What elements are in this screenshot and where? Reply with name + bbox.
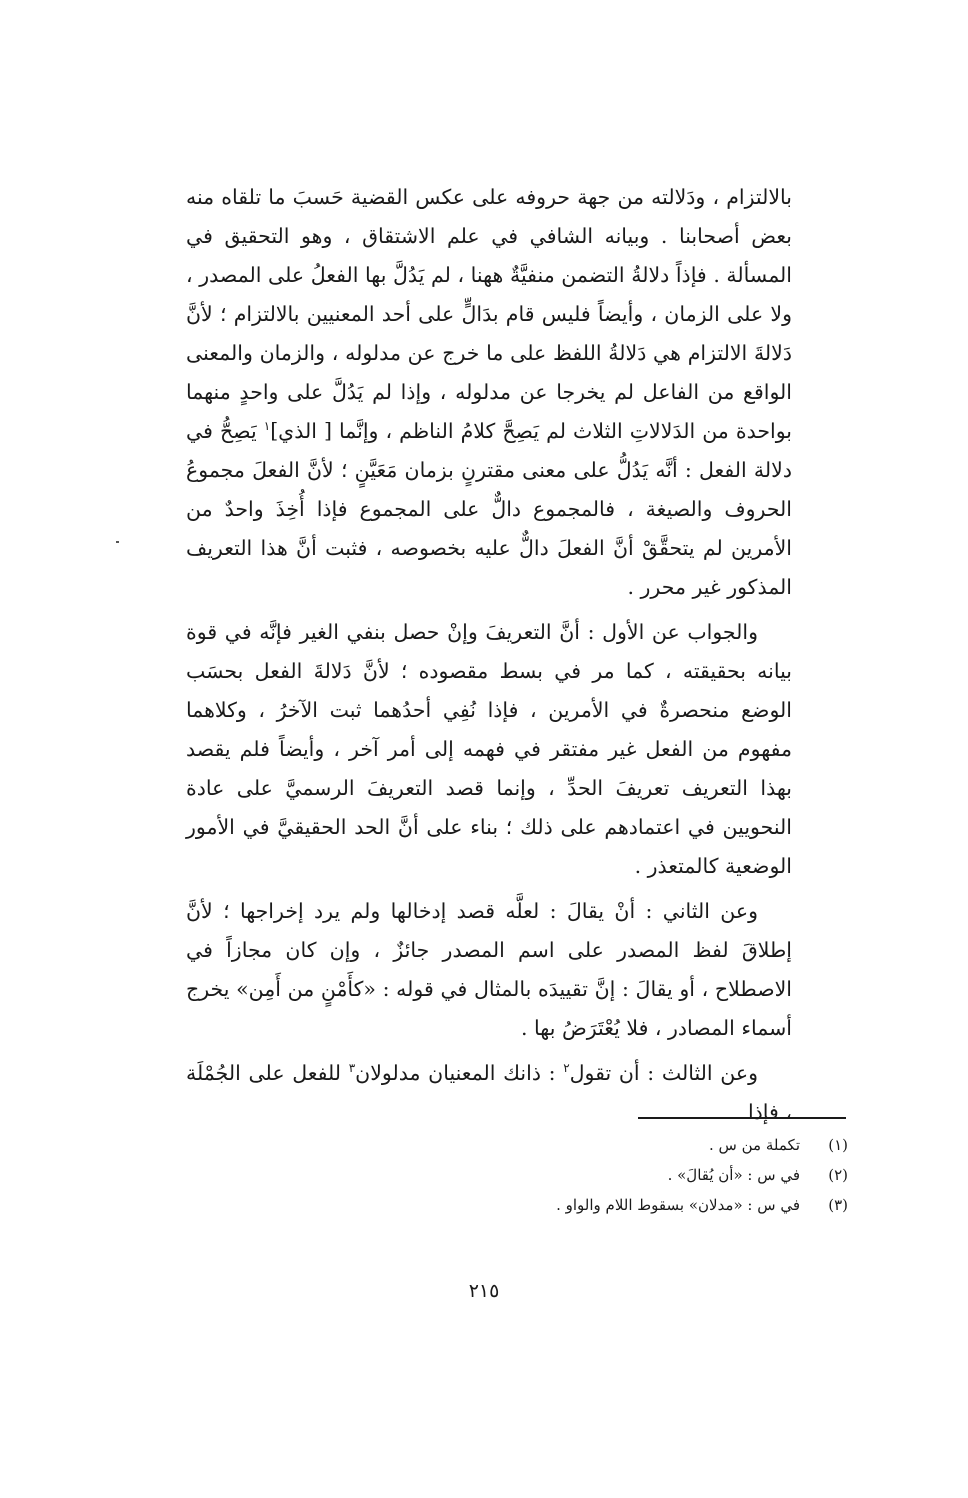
footnote-text: في س : «مدلان» بسقوط اللام والواو . bbox=[556, 1196, 800, 1214]
footnote-number: (٢) bbox=[828, 1166, 848, 1184]
footnote-reference: ٢ bbox=[563, 1061, 570, 1076]
footnote bbox=[428, 1130, 848, 1160]
paragraph-text: بالالتزام ، ودَلالته من جهة حروفه على عكس القضية حَسبَ ما تلقاه منه بعض أصحابنا . وبيانه الشافي في علم الاشتقاق ، وهو التحقيق في المسألة . فإذاً دلالةُ التضمن منفيَّةٌ ههنا ، لم يَدُلَّ بها الفعلُ على المصدر ، ولا على الزمان ، وأيضاً فليس قام بدَالٍّ على أحد المعنيين بالالتزام ؛ لأنَّ دَلالةَ الالتزام هي دَلالةُ اللفظ على ما خرج عن مدلوله ، والزمان والمعنى الواقع من الفاعل لم يخرجا عن مدلوله ، وإذا لم يَدُلَّ على واحدٍ منهما بواحدة من الدَلالاتِ الثلاث لم يَصِحَّ كلامُ الناظم ، وإنَّما [ الذي] bbox=[186, 185, 793, 443]
body-paragraph bbox=[186, 1054, 792, 1132]
paragraph-text: وعن الثالث : أن تقول bbox=[569, 1061, 758, 1085]
body-paragraph bbox=[186, 613, 792, 886]
footnote-reference: ٣ bbox=[348, 1061, 356, 1076]
paragraph-text: والجواب عن الأول : أنَّ التعريفَ وإنْ حصل بنفي الغير فإنَّه في قوة بيانه بحقيقته ، كما مر في بسط مقصوده ؛ لأنَّ دَلالةَ الفعل بحسَب الوضع منحصرةٌ في الأمرين ، فإذا نُفِي أحدُهما ثبت الآخرُ ، وكلاهما مفهوم من الفعل غير مفتقر في فهمه إلى أمر آخر ، وأيضاً فلم يقصد بهذا التعريف تعريفَ الحدِّ ، وإنما قصد التعريفَ الرسميَّ على عادة النحويين في اعتمادهم على ذلك ؛ بناء على أنَّ الحد الحقيقيَّ في الأمور الوضعية كالمتعذر . bbox=[186, 620, 792, 878]
paragraph-text: يَصِحُّ في دلالة الفعل : أنَّه يَدُلُّ على معنى مقترنٍ بزمان مَعَيَّنٍ ؛ لأنَّ الفعلَ مجموعُ الحروف والصيغة ، فالمجموع دالٌّ على المجموع فإذا أُخِذَ واحدٌ من الأمرين لم يتحقَّقْ أنَّ الفعلَ دالٌّ عليه بخصوصه ، فثبت أنَّ هذا التعريف المذكور غير محرر . bbox=[186, 419, 792, 599]
margin-mark bbox=[116, 541, 119, 543]
main-text bbox=[186, 178, 792, 1132]
footnote-separator bbox=[638, 1117, 846, 1119]
paragraph-text: للفعل على الجُمْلَة ، فإذا bbox=[186, 1061, 792, 1124]
footnote-number: (٣) bbox=[828, 1196, 848, 1214]
body-paragraph bbox=[186, 178, 792, 607]
footnote-reference: ١ bbox=[263, 419, 271, 434]
page-number: ٢١٥ bbox=[468, 1280, 500, 1302]
footnote bbox=[428, 1190, 848, 1220]
paragraph-text: : ذانك المعنيان مدلولان bbox=[355, 1061, 564, 1085]
footnote-text: في س : «أن يُقالَ» . bbox=[667, 1166, 800, 1184]
footnote bbox=[428, 1160, 848, 1190]
body-paragraph bbox=[186, 892, 792, 1048]
footnote-number: (١) bbox=[828, 1136, 848, 1154]
footnote-text: تكملة من س . bbox=[709, 1136, 800, 1154]
paragraph-text: وعن الثاني : أنْ يقالَ : لعلَّه قصد إدخالها ولم يرد إخراجها ؛ لأنَّ إطلاقَ لفظ المصدر على اسم المصدر جائزٌ ، وإن كان مجازاً في الاصطلاح ، أو يقالَ : إنَّ تقييدَه بالمثال في قوله : «كأَمْنٍ من أَمِن» يخرج أسماء المصادر ، فلا يُعْتَرَضُ بها . bbox=[186, 899, 792, 1040]
footnotes bbox=[428, 1130, 848, 1220]
